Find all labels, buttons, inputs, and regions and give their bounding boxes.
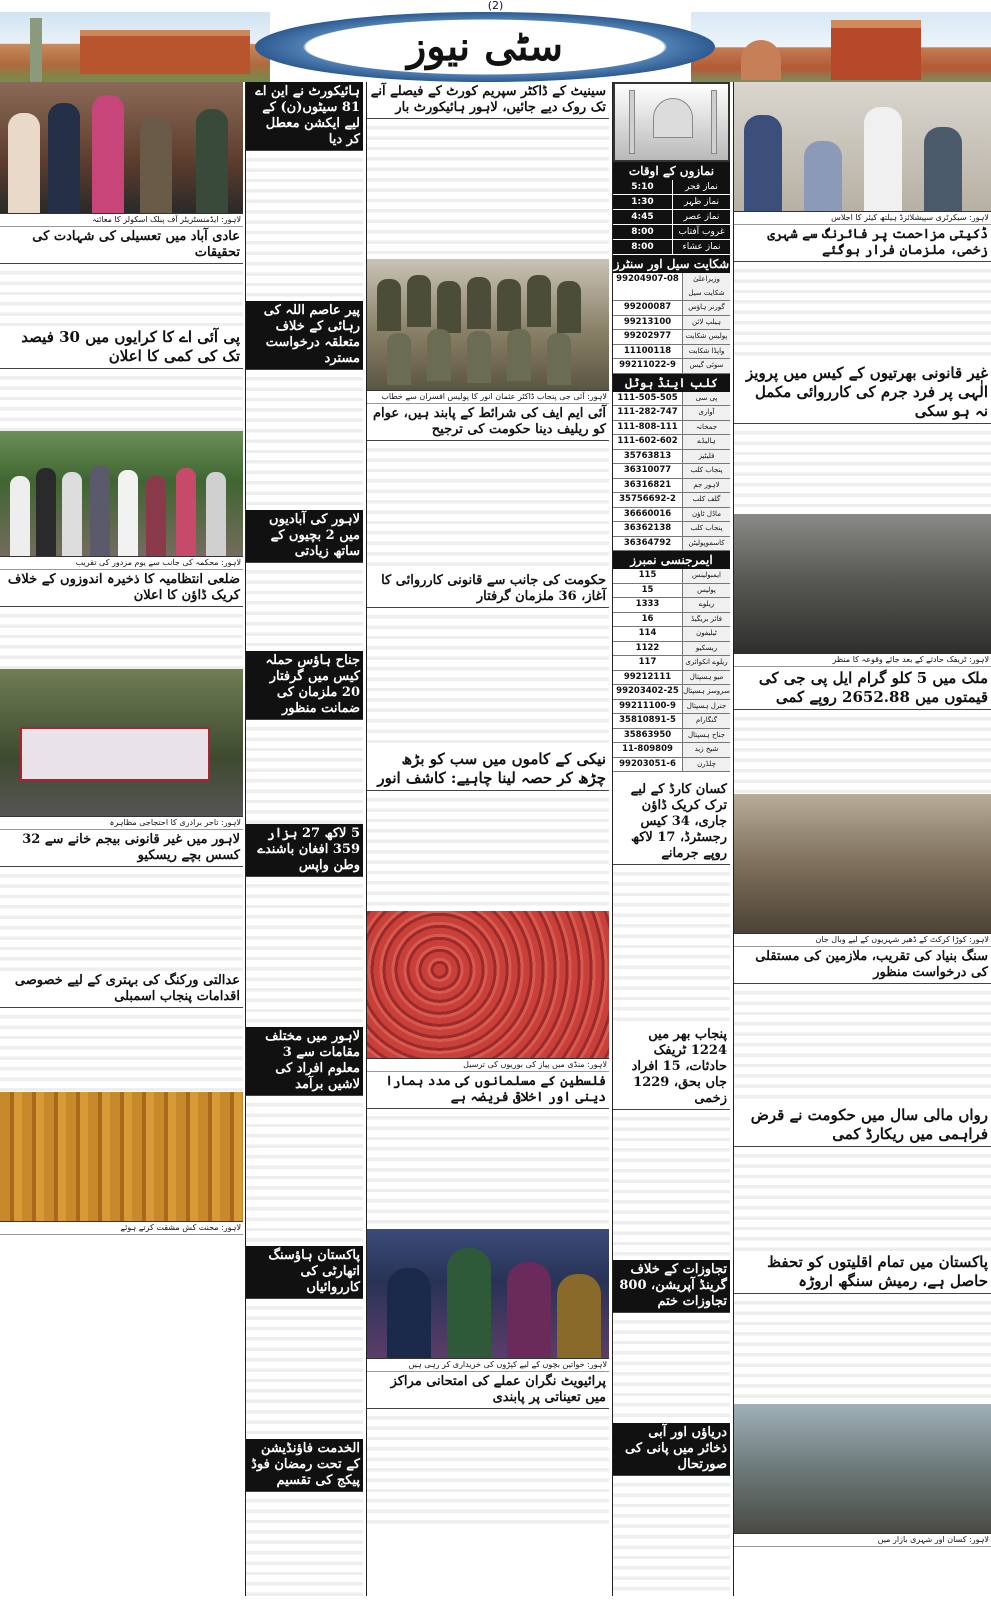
headline: 5 لاکھ 27 ہزار 359 افغان باشندے وطن واپس xyxy=(246,824,363,877)
photo-labour-day xyxy=(0,431,243,557)
photo-street-scene xyxy=(734,1404,991,1534)
article-body xyxy=(246,1096,363,1246)
club-row: ماڈل ٹاؤن 36660016 xyxy=(613,508,730,523)
prayer-times-title: نمازوں کے اوقات xyxy=(613,162,730,180)
club-row: پی سی 111-505-505 xyxy=(613,392,730,407)
complaint-row: سوئی گیس 99211022-9 xyxy=(613,359,730,374)
masthead-title: سٹی نیوز xyxy=(406,23,564,70)
headline: آئی ایم ایف کی شرائط کے پابند ہیں، عوام کو ریلیف دینا حکومت کی ترجیح xyxy=(367,404,609,441)
photo-caption: لاہور: محنت کش مشقت کرتے ہوئے xyxy=(0,1222,243,1235)
headline: رواں مالی سال میں حکومت نے قرض فراہمی میں ریکارڈ کمی xyxy=(734,1104,991,1147)
photo-police-officers xyxy=(367,259,609,391)
club-row: آواری 111-282-747 xyxy=(613,406,730,421)
headline: نیکی کے کاموں میں سب کو بڑھ چڑھ کر حصہ لینا چاہیے: کاشف انور xyxy=(367,748,609,791)
article-body xyxy=(734,710,991,794)
emergency-row: جنرل ہسپتال 99211100-9 xyxy=(613,700,730,715)
headline: کسان کارڈ کے لیے ترک کریک ڈاؤن جاری، 34 کیس رجسٹرڈ، 17 لاکھ روپے جرمانے xyxy=(613,780,730,865)
column-1 xyxy=(0,82,243,1596)
headline: لاہور میں مختلف مقامات سے 3 معلوم افراد کی لاشیں برآمد xyxy=(246,1027,363,1096)
emergency-row: گنگارام 35810891-5 xyxy=(613,714,730,729)
prayer-row: غروب آفتاب 8:00 xyxy=(613,225,730,240)
prayer-row: نماز فجر 5:10 xyxy=(613,180,730,195)
masthead-right-photo xyxy=(691,12,991,82)
headline: عدالتی ورکنگ کی بہتری کے لیے خصوصی اقدامات پنجاب اسمبلی xyxy=(0,971,243,1008)
article-body xyxy=(613,1476,730,1596)
photo-women-inspection xyxy=(0,82,243,214)
photo-caption: لاہور: کسان اور شہری بازار میں xyxy=(734,1534,991,1547)
photo-caption: لاہور: تاجر برادری کا احتجاجی مظاہرہ xyxy=(0,817,243,830)
headline: پیر عاصم اللہ کی رہائی کے خلاف متعلقہ درخواست مسترد xyxy=(246,301,363,370)
headline: ضلعی انتظامیہ کا ذخیرہ اندوزوں کے خلاف کریک ڈاؤن کا اعلان xyxy=(0,570,243,607)
article-body xyxy=(0,264,243,326)
photo-clothes-market xyxy=(367,1229,609,1359)
club-hotel-title: کلب اینڈ ہوٹل xyxy=(613,374,730,392)
emergency-row: ریلوے 1333 xyxy=(613,598,730,613)
article-body xyxy=(246,720,363,824)
headline: ملک میں 5 کلو گرام ایل پی جی کی قیمتوں میں 2652.88 روپے کمی xyxy=(734,667,991,710)
article-body xyxy=(0,369,243,431)
club-row: فلیٹیز 35763813 xyxy=(613,450,730,465)
article-body xyxy=(0,607,243,669)
prayer-row: نماز ظہر 1:30 xyxy=(613,195,730,210)
headline: جناح ہاؤس حملہ کیس میں گرفتار 20 ملزمان کی ضمانت منظور xyxy=(246,651,363,720)
headline: پی آئی اے کا کرایوں میں 30 فیصد تک کی کمی کا اعلان xyxy=(0,326,243,369)
article-body xyxy=(734,1294,991,1404)
emergency-row: پولیس 15 xyxy=(613,584,730,599)
emergency-numbers-title: ایمرجنسی نمبرز xyxy=(613,551,730,569)
article-body xyxy=(367,1109,609,1229)
emergency-row: فائر بریگیڈ 16 xyxy=(613,613,730,628)
club-row: لاہور جم 36316821 xyxy=(613,479,730,494)
masthead xyxy=(0,12,991,82)
emergency-row: ایمبولینس 115 xyxy=(613,569,730,584)
article-body xyxy=(246,370,363,510)
article-body xyxy=(367,119,609,259)
photo-accident-cart xyxy=(734,514,991,654)
article-body xyxy=(367,791,609,911)
emergency-row: جناح ہسپتال 35863950 xyxy=(613,729,730,744)
photo-caption: لاہور: ٹریفک حادثے کے بعد جائے وقوعہ کا منظر xyxy=(734,654,991,667)
complaint-row: پولیس شکایت 99202977 xyxy=(613,330,730,345)
article-body xyxy=(246,563,363,651)
article-body xyxy=(734,984,991,1104)
headline: غیر قانونی بھرتیوں کے کیس میں پرویز الٰہی پر فرد جرم کی کارروائی مکمل نہ ہو سکی xyxy=(734,362,991,424)
complaint-row: واپڈا شکایت 11100118 xyxy=(613,345,730,360)
emergency-row: ریلوے انکوائری 117 xyxy=(613,656,730,671)
emergency-row: چلڈرن 99203051-6 xyxy=(613,758,730,773)
emergency-row: ریسکیو 1122 xyxy=(613,642,730,657)
headline: پاکستان میں تمام اقلیتوں کو تحفظ حاصل ہے، رمیش سنگھ اروڑہ xyxy=(734,1251,991,1294)
headline: پرائیویٹ نگران عملے کی امتحانی مراکز میں تعیناتی پر پابندی xyxy=(367,1372,609,1409)
photo-caption: لاہور: سیکرٹری سپیشلائزڈ ہیلتھ کیئر کا اجلاس xyxy=(734,212,991,225)
article-body xyxy=(246,1492,363,1596)
column-4 xyxy=(612,82,730,1596)
headline: پنجاب بھر میں 1224 ٹریفک حادثات، 15 افراد جاں بحق، 1229 زخمی xyxy=(613,1025,730,1110)
photo-caption: لاہور: محکمہ کی جانب سے یوم مزدور کی تقریب xyxy=(0,557,243,570)
article-body xyxy=(367,441,609,571)
headline: دریاؤں اور آبی ذخائر میں پانی کی صورتحال xyxy=(613,1423,730,1476)
headline: پاکستان ہاؤسنگ اتھارٹی کی کارروائیاں xyxy=(246,1246,363,1299)
emergency-row: سروسز ہسپتال 99203402-25 xyxy=(613,685,730,700)
photo-caption: لاہور: کوڑا کرکٹ کے ڈھیر شہریوں کے لیے وبال جان xyxy=(734,934,991,947)
headline: سینیٹ کے ڈاکٹر سپریم کورٹ کے فیصلے آنے تک روک دیے جائیں، لاہور ہائیکورٹ بار xyxy=(367,82,609,119)
club-row: ہالیڈے 111-602-602 xyxy=(613,435,730,450)
article-body xyxy=(734,262,991,362)
article-body xyxy=(0,867,243,971)
page-number: (2) xyxy=(487,0,504,12)
photo-worker xyxy=(0,1092,243,1222)
photo-officials-meeting xyxy=(734,82,991,212)
article-body xyxy=(734,1147,991,1251)
headline: عادی آباد میں تعسیلی کی شہادت کی تحقیقات xyxy=(0,227,243,264)
column-3 xyxy=(366,82,609,1596)
photo-caption: لاہور: خواتین بچوں کے لیے کپڑوں کی خریداری کر رہی ہیں xyxy=(367,1359,609,1372)
prayer-row: نماز عصر 4:45 xyxy=(613,210,730,225)
headline: فلسطین کے مسلمانوں کی مدد ہمارا دینی اور اخلاقی فریضہ ہے xyxy=(367,1072,609,1109)
photo-protest xyxy=(0,669,243,817)
article-body xyxy=(246,151,363,301)
photo-caption: لاہور: ایڈمنسٹریٹر آف پبلک اسکولز کا معائنہ xyxy=(0,214,243,227)
photo-caption: لاہور: آئی جی پنجاب ڈاکٹر عثمان انور کا پولیس افسران سے خطاب xyxy=(367,391,609,404)
headline: سنگ بنیاد کی تقریب، ملازمین کی مستقلی کی درخواست منظور xyxy=(734,947,991,984)
headline: تجاوزات کے خلاف گرینڈ آپریشن، 800 تجاوزات ختم xyxy=(613,1260,730,1313)
complaint-row: وزیراعلیٰ شکایت سیل 99204907-08 xyxy=(613,273,730,301)
column-2 xyxy=(245,82,363,1596)
photo-onion-sacks xyxy=(367,911,609,1059)
prayer-row: نماز عشاء 8:00 xyxy=(613,240,730,255)
club-row: پنجاب کلب 36310077 xyxy=(613,464,730,479)
club-row: جمخانہ 111-808-111 xyxy=(613,421,730,436)
article-body xyxy=(734,424,991,514)
emergency-row: میو ہسپتال 99212111 xyxy=(613,671,730,686)
article-body xyxy=(246,877,363,1027)
article-body xyxy=(613,865,730,1025)
complaint-cells-title: شکایت سیل اور سنٹرز xyxy=(613,257,730,271)
club-row: پنجاب کلب 36362138 xyxy=(613,522,730,537)
photo-caption: لاہور: منڈی میں پیاز کی بوریوں کی ترسیل xyxy=(367,1059,609,1072)
article-body xyxy=(0,1008,243,1092)
article-body xyxy=(367,1409,609,1529)
complaint-row: گورنر ہاؤس 99200087 xyxy=(613,301,730,316)
article-body xyxy=(367,608,609,748)
masthead-left-photo xyxy=(0,12,270,82)
article-body xyxy=(613,1110,730,1260)
headline: ڈکیتی مزاحمت پر فائرنگ سے شہری زخمی، ملزمان فرار ہوگئے xyxy=(734,225,991,262)
article-body xyxy=(613,1313,730,1423)
mosque-illustration xyxy=(613,82,730,162)
headline: لاہور میں غیر قانونی بیجم خانے سے 32 کسس بچے ریسکیو xyxy=(0,830,243,867)
complaint-row: ہیلپ لائن 99213100 xyxy=(613,316,730,331)
article-body xyxy=(246,1299,363,1439)
emergency-row: ٹیلیفون 114 xyxy=(613,627,730,642)
headline: الخدمت فاؤنڈیشن کے تحت رمضان فوڈ پیکج کی تقسیم xyxy=(246,1439,363,1492)
photo-garbage-heap xyxy=(734,794,991,934)
emergency-row: شیخ زید 11-809809 xyxy=(613,743,730,758)
headline: لاہور کی آبادیوں میں 2 بچیوں کے ساتھ زیادتی xyxy=(246,510,363,563)
club-row: کاسموپولیٹن 36364792 xyxy=(613,537,730,552)
column-5 xyxy=(733,82,991,1596)
headline: حکومت کی جانب سے قانونی کارروائی کا آغاز، 36 ملزمان گرفتار xyxy=(367,571,609,608)
club-row: گلف کلب 35756692-2 xyxy=(613,493,730,508)
headline: ہائیکورٹ نے این اے 81 سیٹوں(ن) کے لیے ایکشن معطل کر دیا xyxy=(246,82,363,151)
